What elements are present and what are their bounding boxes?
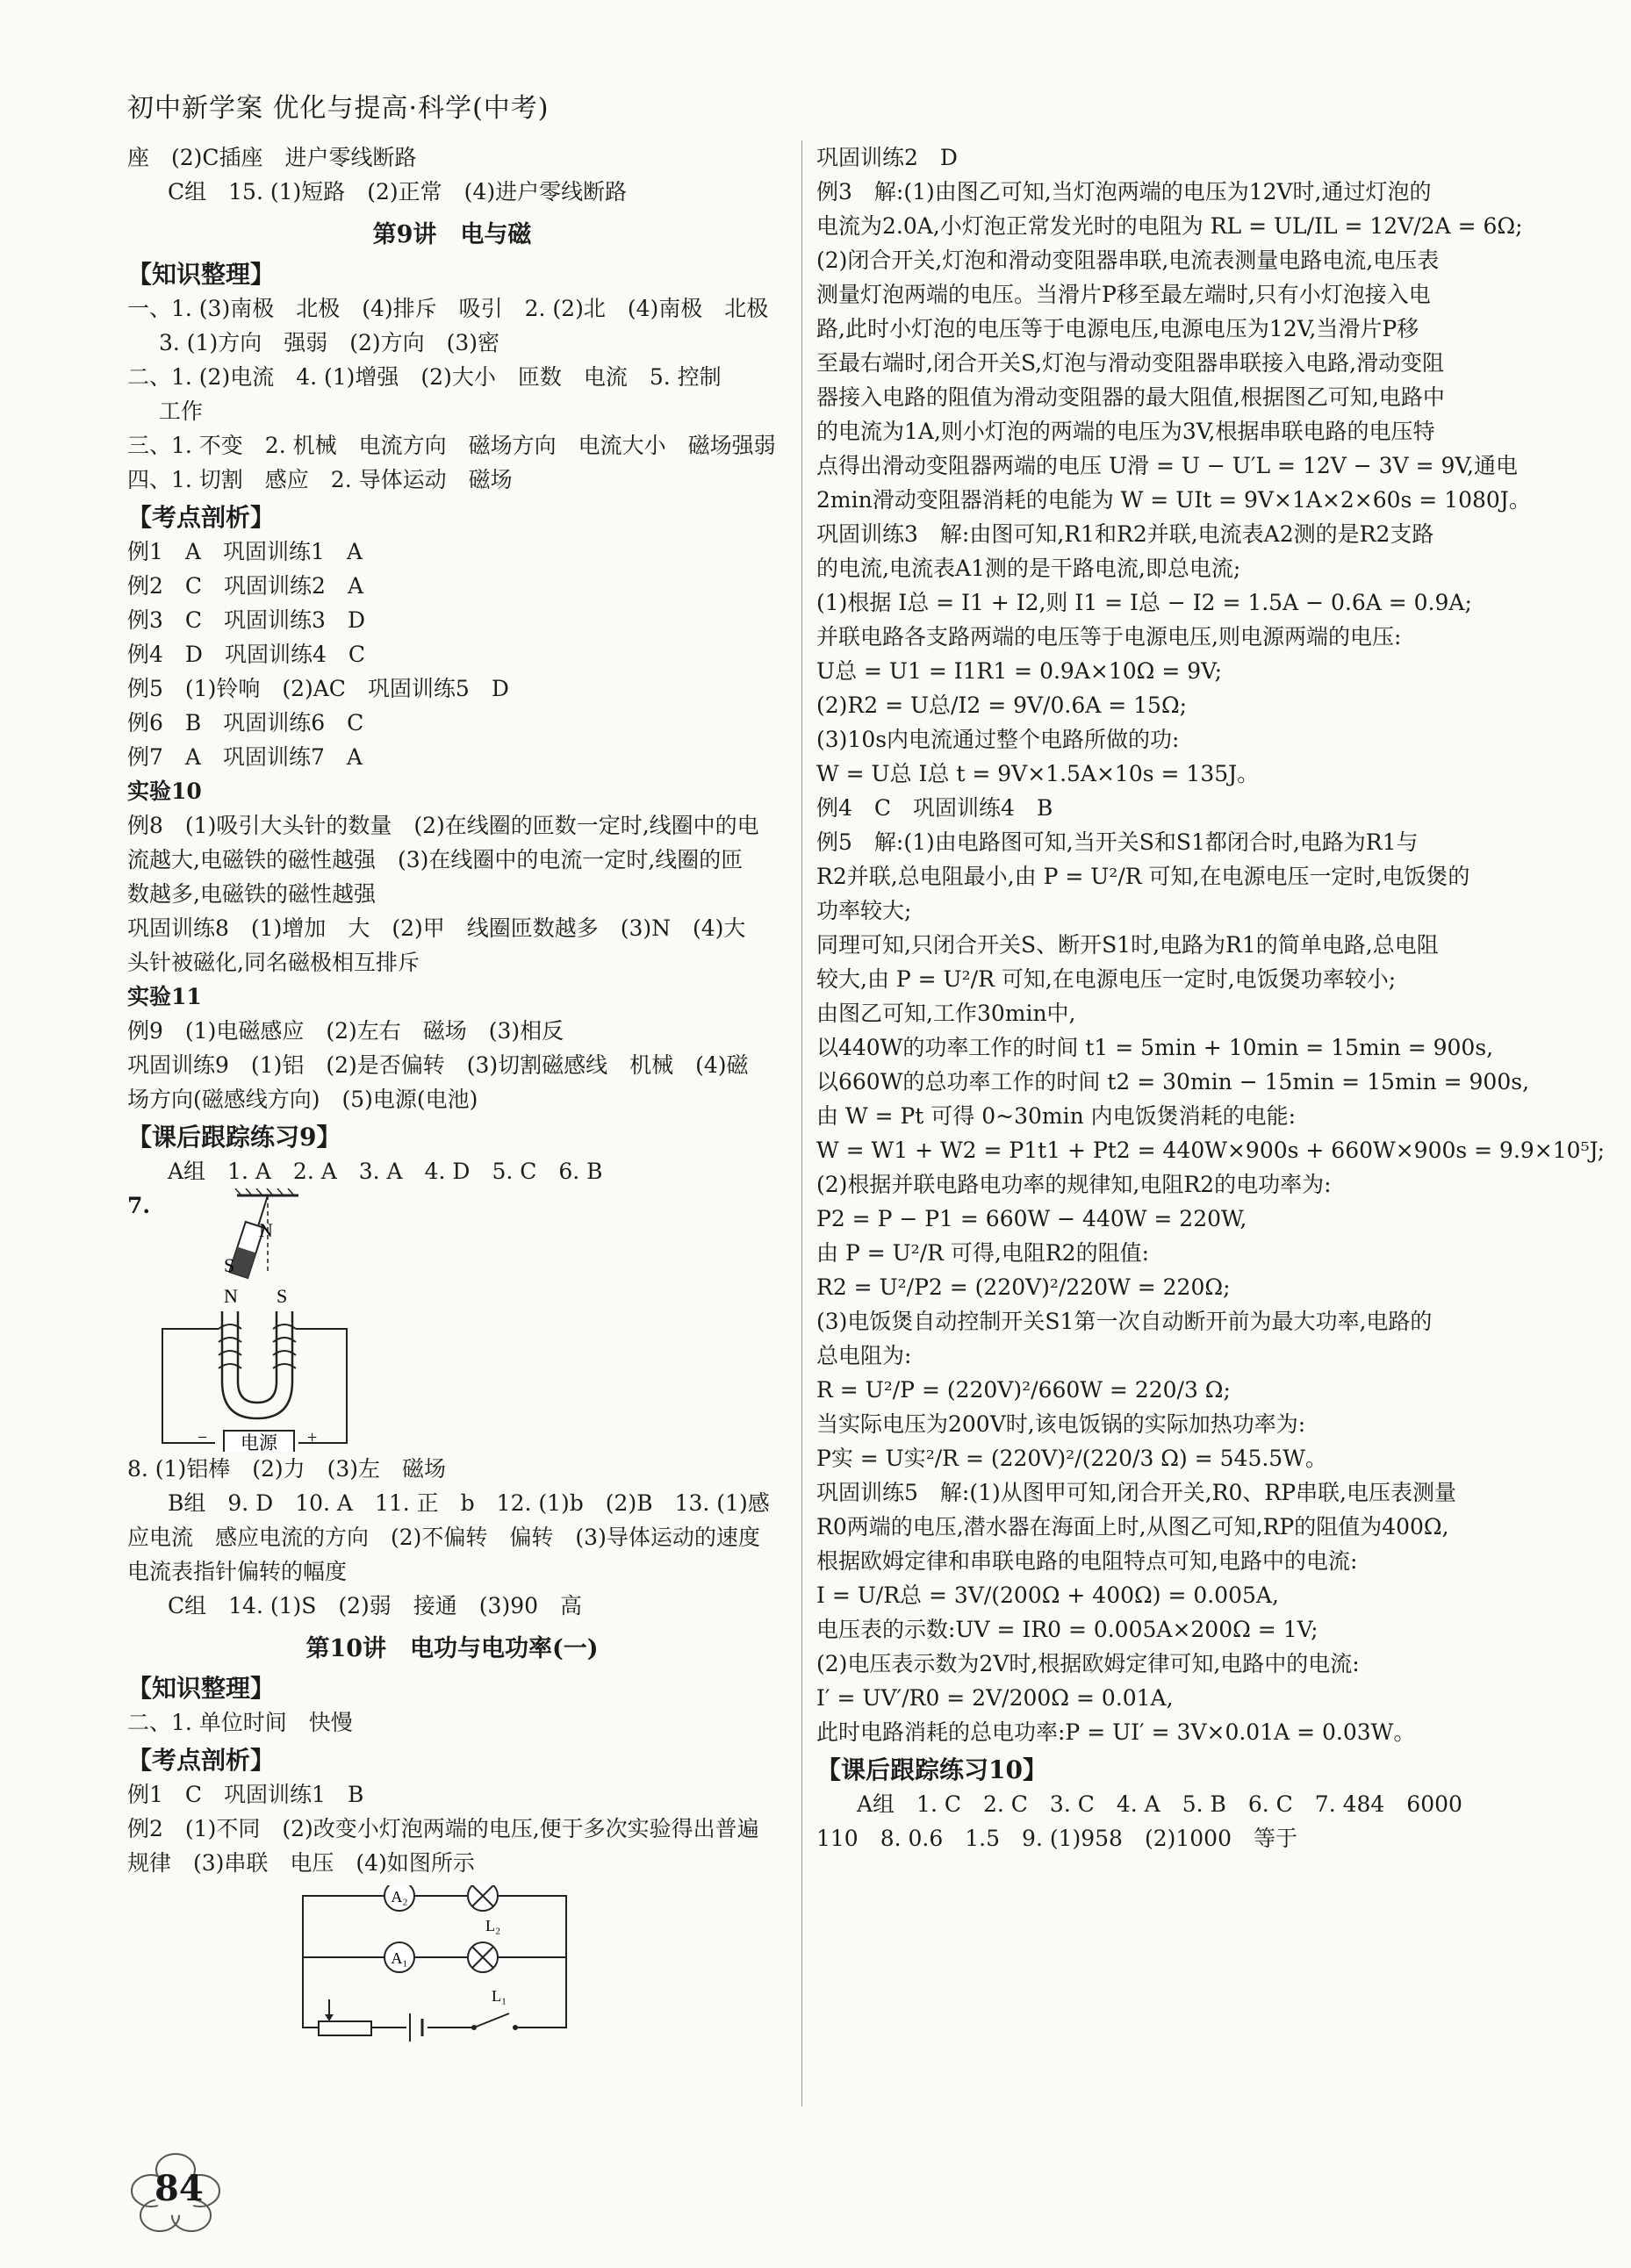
- answer-line: (2)闭合开关,灯泡和滑动变阻器串联,电流表测量电路电流,电压表: [816, 248, 1440, 273]
- answer-line: W = U总 I总 t = 9V×1.5A×10s = 135J。: [816, 761, 1260, 786]
- answer-line: 8. (1)铝棒 (2)力 (3)左 磁场: [127, 1456, 447, 1482]
- answer-line: 例4 C 巩固训练4 B: [816, 795, 1053, 821]
- answer-line: 例3 C 巩固训练3 D: [127, 607, 365, 633]
- section-heading: 【知识整理】: [127, 1674, 276, 1703]
- answer-line: 电压表的示数:UV = IR0 = 0.005A×200Ω = 1V;: [816, 1617, 1318, 1642]
- answer-line: (3)10s内电流通过整个电路所做的功:: [816, 727, 1180, 752]
- lamp-l2-label: L₂: [485, 1917, 501, 1934]
- answer-line: 2min滑动变阻器消耗的电能为 W = UIt = 9V×1A×2×60s = 1080J。: [816, 487, 1531, 513]
- answer-line: 由图乙可知,工作30min中,: [816, 1001, 1076, 1026]
- answer-line: 工作: [159, 398, 204, 424]
- answer-line: 同理可知,只闭合开关S、断开S1时,电路为R1的简单电路,总电阻: [816, 932, 1439, 958]
- answer-line: P2 = P − P1 = 660W − 440W = 220W,: [816, 1206, 1247, 1231]
- section-heading: 【课后跟踪练习10】: [816, 1755, 1047, 1784]
- answer-line: (2)根据并联电路电功率的规律知,电阻R2的电功率为:: [816, 1172, 1332, 1197]
- answer-line: 例5 (1)铃响 (2)AC 巩固训练5 D: [127, 676, 509, 701]
- answer-line: 三、1. 不变 2. 机械 电流方向 磁场方向 电流大小 磁场强弱: [127, 433, 776, 458]
- answer-line: 例8 (1)吸引大头针的数量 (2)在线圈的匝数一定时,线圈中的电: [127, 813, 759, 838]
- magnet-s-label: S: [277, 1285, 288, 1307]
- answer-line: R0两端的电压,潜水器在海面上时,从图乙可知,RP的阻值为400Ω,: [816, 1514, 1449, 1540]
- answer-line: C组 14. (1)S (2)弱 接通 (3)90 高: [168, 1593, 583, 1618]
- answer-line: 巩固训练3 解:由图可知,R1和R2并联,电流表A2测的是R2支路: [816, 521, 1434, 547]
- experiment-heading: 实验11: [127, 984, 202, 1009]
- answer-line: I′ = UV′/R0 = 2V/200Ω = 0.01A,: [816, 1685, 1174, 1711]
- answer-line: 路,此时小灯泡的电压等于电源电压,电源电压为12V,当滑片P移: [816, 316, 1419, 341]
- answer-line: A组 1. A 2. A 3. A 4. D 5. C 6. B: [168, 1159, 603, 1184]
- answer-line: (2)R2 = U总/I2 = 9V/0.6A = 15Ω;: [816, 693, 1188, 718]
- magnet-n-label: N: [224, 1285, 238, 1307]
- answer-line: 例3 解:(1)由图乙可知,当灯泡两端的电压为12V时,通过灯泡的: [816, 179, 1432, 205]
- answer-line: 较大,由 P = U²/R 可知,在电源电压一定时,电饭煲功率较小;: [816, 966, 1397, 992]
- needle-n-label: N: [259, 1219, 273, 1241]
- answer-line: 流越大,电磁铁的磁性越强 (3)在线圈中的电流一定时,线圈的匝: [127, 847, 744, 872]
- minus-terminal: −: [198, 1428, 208, 1447]
- answer-line: 二、1. (2)电流 4. (1)增强 (2)大小 匝数 电流 5. 控制: [127, 364, 722, 390]
- section-heading: 【考点剖析】: [127, 503, 276, 532]
- answer-line: 例4 D 巩固训练4 C: [127, 642, 365, 667]
- left-column: [127, 140, 777, 2061]
- answer-line: 并联电路各支路两端的电压等于电源电压,则电源两端的电压:: [816, 624, 1402, 650]
- answer-line: 头针被磁化,同名磁极相互排斥: [127, 950, 420, 975]
- answer-line: B组 9. D 10. A 11. 正 b 12. (1)b (2)B 13. (1)感: [168, 1490, 770, 1516]
- section-heading: 【知识整理】: [127, 260, 276, 289]
- ammeter-a1-label: A₁: [391, 1949, 408, 1967]
- answer-line: 例9 (1)电磁感应 (2)左右 磁场 (3)相反: [127, 1018, 564, 1044]
- answer-line: 器接入电路的阻值为滑动变阻器的最大阻值,根据图乙可知,电路中: [816, 384, 1445, 410]
- answer-line: 巩固训练2 D: [816, 145, 958, 170]
- page-number: 84: [154, 2168, 204, 2209]
- answer-line: 3. (1)方向 强弱 (2)方向 (3)密: [159, 330, 500, 355]
- experiment-heading: 实验10: [127, 779, 202, 804]
- answer-line: A组 1. C 2. C 3. C 4. A 5. B 6. C 7. 484 6000: [857, 1791, 1462, 1817]
- lamp-l1-label: L₁: [492, 1987, 507, 2005]
- answer-line: 当实际电压为200V时,该电饭锅的实际加热功率为:: [816, 1411, 1306, 1437]
- answer-line: 电流为2.0A,小灯泡正常发光时的电阻为 RL = UL/IL = 12V/2A = 6Ω;: [816, 213, 1523, 239]
- answer-line: I = U/R总 = 3V/(200Ω + 400Ω) = 0.005A,: [816, 1583, 1279, 1608]
- power-source-label: 电源: [241, 1432, 277, 1452]
- needle-s-label: S: [224, 1254, 235, 1276]
- answer-line: U总 = U1 = I1R1 = 0.9A×10Ω = 9V;: [816, 658, 1223, 684]
- answer-line: 例2 C 巩固训练2 A: [127, 573, 363, 599]
- answer-line: (2)电压表示数为2V时,根据欧姆定律可知,电路中的电流:: [816, 1651, 1360, 1676]
- answer-line: 例7 A 巩固训练7 A: [127, 744, 363, 770]
- plus-terminal: +: [307, 1428, 318, 1447]
- answer-line: R2并联,总电阻最小,由 P = U²/R 可知,在电源电压一定时,电饭煲的: [816, 864, 1470, 889]
- answer-line: 例5 解:(1)由电路图可知,当开关S和S1都闭合时,电路为R1与: [816, 829, 1419, 855]
- answer-line: 功率较大;: [816, 898, 912, 923]
- circuit-figure: [294, 1885, 593, 2061]
- answer-line: R = U²/P = (220V)²/660W = 220/3 Ω;: [816, 1377, 1231, 1403]
- answer-line: 110 8. 0.6 1.5 9. (1)958 (2)1000 等于: [816, 1826, 1297, 1851]
- lesson-10-title: 第10讲 电功与电功率(一): [305, 1635, 599, 1662]
- answer-line: 巩固训练8 (1)增加 大 (2)甲 线圈匝数越多 (3)N (4)大: [127, 915, 746, 941]
- answer-line: 例6 B 巩固训练6 C: [127, 710, 364, 736]
- right-column: [816, 140, 1606, 1855]
- answer-line: 场方向(磁感线方向) (5)电源(电池): [127, 1087, 478, 1112]
- answer-line: 的电流为1A,则小灯泡的两端的电压为3V,根据串联电路的电压特: [816, 419, 1435, 444]
- answer-line: C组 15. (1)短路 (2)正常 (4)进户零线断路: [168, 179, 628, 205]
- column-divider: [801, 140, 802, 2107]
- answer-line: 的电流,电流表A1测的是干路电流,即总电流;: [816, 556, 1241, 581]
- answer-line: 巩固训练9 (1)铝 (2)是否偏转 (3)切割磁感线 机械 (4)磁: [127, 1052, 749, 1078]
- answer-line: 电流表指针偏转的幅度: [127, 1559, 348, 1584]
- answer-line: W = W1 + W2 = P1t1 + Pt2 = 440W×900s + 660W×900s = 9.9×10⁵J;: [816, 1138, 1606, 1163]
- answer-line: 一、1. (3)南极 北极 (4)排斥 吸引 2. (2)北 (4)南极 北极: [127, 296, 769, 321]
- answer-line: 测量灯泡两端的电压。当滑片P移至最左端时,只有小灯泡接入电: [816, 282, 1431, 307]
- answer-line: (1)根据 I总 = I1 + I2,则 I1 = I总 − I2 = 1.5A − 0.6A = 0.9A;: [816, 590, 1472, 615]
- answer-line: 巩固训练5 解:(1)从图甲可知,闭合开关,R0、RP串联,电压表测量: [816, 1480, 1456, 1505]
- answer-line: 总电阻为:: [816, 1343, 912, 1368]
- electromagnet-figure: [154, 1188, 452, 1452]
- answer-line: 应电流 感应电流的方向 (2)不偏转 偏转 (3)导体运动的速度: [127, 1525, 760, 1550]
- answer-line: 根据欧姆定律和串联电路的电阻特点可知,电路中的电流:: [816, 1548, 1358, 1574]
- question-number: 7.: [127, 1193, 151, 1218]
- answer-line: 数越多,电磁铁的磁性越强: [127, 881, 376, 907]
- lesson-9-title: 第9讲 电与磁: [372, 221, 532, 248]
- answer-line: 至最右端时,闭合开关S,灯泡与滑动变阻器串联接入电路,滑动变阻: [816, 350, 1445, 376]
- answer-line: 四、1. 切割 感应 2. 导体运动 磁场: [127, 467, 513, 492]
- answer-line: P实 = U实²/R = (220V)²/(220/3 Ω) = 545.5W。: [816, 1446, 1327, 1471]
- answer-line: 例2 (1)不同 (2)改变小灯泡两端的电压,便于多次实验得出普遍: [127, 1816, 759, 1841]
- page-header: 初中新学案 优化与提高·科学(中考): [127, 93, 550, 124]
- answer-line: 例1 C 巩固训练1 B: [127, 1782, 364, 1807]
- answer-line: 此时电路消耗的总电功率:P = UI′ = 3V×0.01A = 0.03W。: [816, 1719, 1416, 1745]
- figure-7-container: [127, 1188, 777, 1452]
- section-heading: 【课后跟踪练习9】: [127, 1123, 341, 1152]
- answer-line: 由 P = U²/R 可得,电阻R2的阻值:: [816, 1240, 1149, 1266]
- answer-line: 以660W的总功率工作的时间 t2 = 30min − 15min = 15min = 900s,: [816, 1069, 1530, 1095]
- answer-line: (3)电饭煲自动控制开关S1第一次自动断开前为最大功率,电路的: [816, 1309, 1433, 1334]
- answer-line: 规律 (3)串联 电压 (4)如图所示: [127, 1850, 475, 1876]
- answer-line: 由 W = Pt 可得 0~30min 内电饭煲消耗的电能:: [816, 1103, 1297, 1129]
- answer-line: 座 (2)C插座 进户零线断路: [127, 145, 417, 170]
- answer-line: R2 = U²/P2 = (220V)²/220W = 220Ω;: [816, 1274, 1231, 1300]
- answer-line: 以440W的功率工作的时间 t1 = 5min + 10min = 15min = 900s,: [816, 1035, 1494, 1060]
- section-heading: 【考点剖析】: [127, 1746, 276, 1775]
- answer-line: 二、1. 单位时间 快慢: [127, 1710, 353, 1735]
- answer-line: 例1 A 巩固训练1 A: [127, 539, 363, 564]
- answer-line: 点得出滑动变阻器两端的电压 U滑 = U − U′L = 12V − 3V = 9V,通电: [816, 453, 1519, 478]
- ammeter-a2-label: A₂: [391, 1888, 408, 1906]
- page-number-badge: [123, 2150, 228, 2234]
